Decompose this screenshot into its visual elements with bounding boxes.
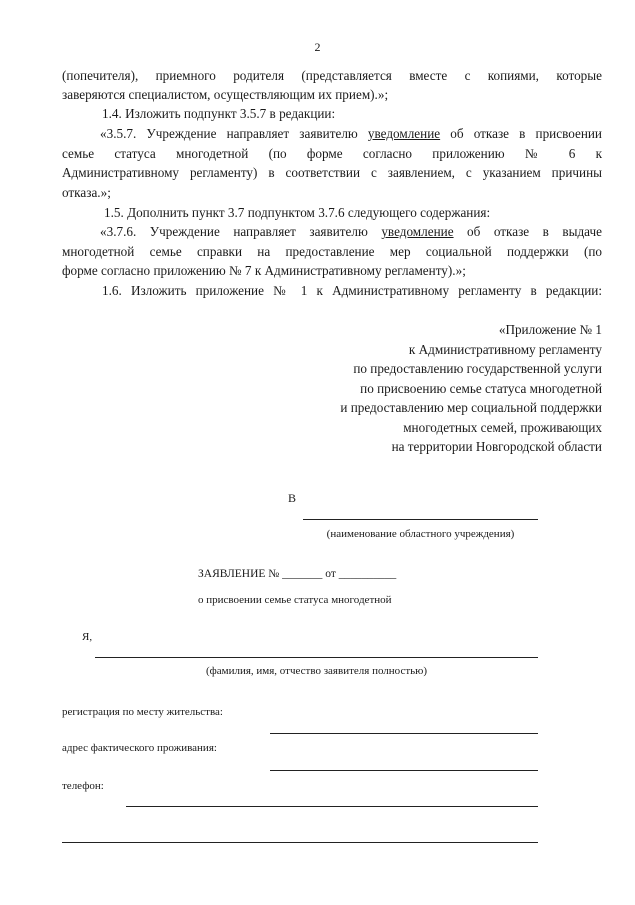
fio-caption: (фамилия, имя, отчество заявителя полностью) <box>205 665 428 677</box>
institution-line[interactable] <box>303 519 538 520</box>
statement-subtitle: о присвоении семье статуса многодетной <box>198 594 392 606</box>
registration-label: регистрация по месту жительства: <box>62 706 223 718</box>
statement-title: ЗАЯВЛЕНИЕ № _______ от __________ <box>198 568 397 580</box>
item-1-6: 1.6. Изложить приложение № 1 к Административному регламенту в редакции: <box>102 283 602 298</box>
appendix-header-line: на территории Новгородской области <box>391 439 602 454</box>
para-376-line-3: форме согласно приложению № 7 к Административному регламенту).»; <box>62 263 466 278</box>
para-357-underlined-word: уведомление <box>367 126 441 141</box>
actual-address-line[interactable] <box>270 770 538 771</box>
extra-blank-line[interactable] <box>62 842 538 843</box>
institution-caption: (наименование областного учреждения) <box>326 528 515 540</box>
appendix-header-line: «Приложение № 1 <box>498 322 602 337</box>
appendix-header <box>280 320 602 457</box>
appendix-header-line: по присвоению семье статуса многодетной <box>360 380 602 396</box>
ya-label: Я, <box>82 631 93 643</box>
item-1-5: 1.5. Дополнить пункт 3.7 подпунктом 3.7.6 следующего содержания: <box>104 205 491 220</box>
para-376-underlined-word: уведомление <box>381 224 454 239</box>
appendix-header-line: к Административному регламенту <box>408 341 602 357</box>
to-prefix: В <box>288 491 297 505</box>
phone-line[interactable] <box>126 806 538 807</box>
appendix-header-line: и предоставлению мер социальной поддержки <box>340 400 602 415</box>
para-376-line-1 <box>100 222 602 241</box>
actual-address-label: адрес фактического проживания: <box>62 742 217 754</box>
para-357-line-3: Административному регламенту) в соответствии с заявлением, с указанием причины <box>62 165 602 180</box>
para-357-line-2: семье статуса многодетной (по форме согласно приложению № 6 к <box>62 146 602 161</box>
registration-line[interactable] <box>270 733 538 734</box>
page-number: 2 <box>314 40 321 54</box>
para-357-text-a: «3.5.7. Учреждение направляет заявителю <box>100 126 368 141</box>
para-376-text-a: «3.7.6. Учреждение направляет заявителю <box>100 224 382 239</box>
fio-line[interactable] <box>95 657 538 658</box>
para-357-line-1 <box>100 124 602 143</box>
para-357-line-4: отказа.»; <box>62 185 111 200</box>
item-1-4: 1.4. Изложить подпункт 3.5.7 в редакции: <box>102 106 336 121</box>
para-376-text-b: об отказе в выдаче <box>453 224 602 239</box>
appendix-header-line: по предоставлению государственной услуги <box>353 361 602 376</box>
appendix-header-line: многодетных семей, проживающих <box>403 419 602 435</box>
phone-label: телефон: <box>62 780 104 792</box>
para-376-line-2: многодетной семье справки на предоставление мер социальной поддержки (по <box>62 244 602 259</box>
paragraph-continuation-line-1: (попечителя), приемного родителя (представляется вместе с копиями, которые <box>62 68 602 83</box>
para-357-text-b: об отказе в присвоении <box>440 126 602 141</box>
paragraph-continuation-line-2: заверяются специалистом, осуществляющим их прием).»; <box>62 87 389 102</box>
